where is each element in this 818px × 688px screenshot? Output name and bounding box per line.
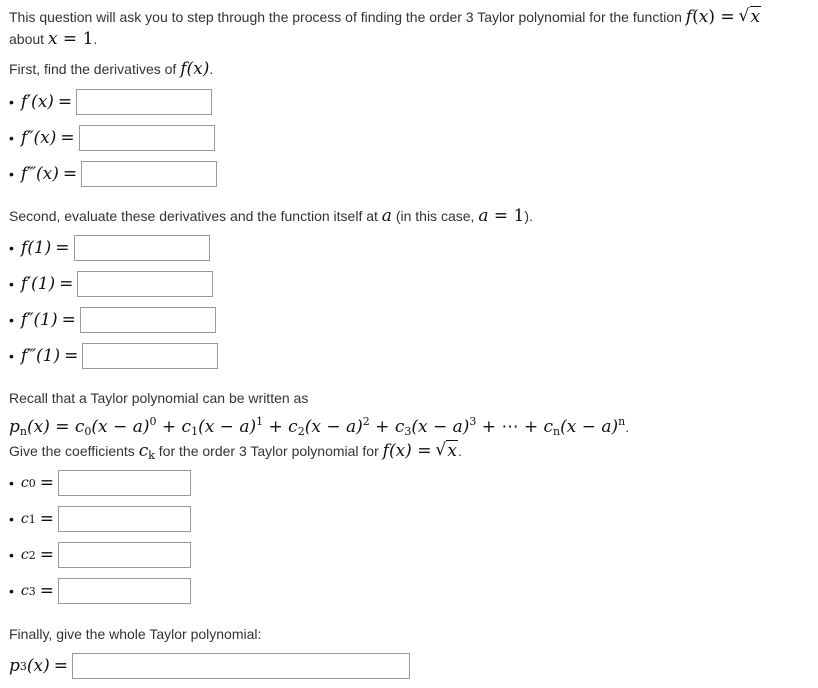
intro-line-2: about x = 1. <box>9 29 98 49</box>
c0-input[interactable] <box>58 470 191 496</box>
evaluation-label: f″(1) <box>20 310 58 330</box>
coefficient-item: • c 2 = <box>9 541 191 569</box>
bullet: • <box>9 240 14 256</box>
coefficient-item: • c 0 = <box>9 469 191 497</box>
sqrt-x: √ x <box>738 6 761 27</box>
evaluation-label: f‴(1) <box>20 346 61 366</box>
recall-text: Recall that a Taylor polynomial can be written as <box>9 390 309 406</box>
f-at-1-input[interactable] <box>74 235 210 261</box>
c1-input[interactable] <box>58 506 191 532</box>
third-derivative-at-1-input[interactable] <box>82 343 218 369</box>
second-derivative-at-1-input[interactable] <box>80 307 216 333</box>
step2-instruction: Second, evaluate these derivatives and the function itself at a (in this case, a = 1). <box>9 206 533 226</box>
bullet: • <box>9 583 14 599</box>
sqrt-x: √ x <box>435 440 457 461</box>
evaluation-label: f′(1) <box>20 274 56 294</box>
coefficient-item: • c 3 = <box>9 577 191 605</box>
c2-input[interactable] <box>58 542 191 568</box>
intro-func-f: f <box>685 7 693 27</box>
evaluation-label: f(1) <box>20 238 52 258</box>
bullet: • <box>9 166 14 182</box>
bullet: • <box>9 547 14 563</box>
derivative-item: • f″(x) = <box>9 124 215 152</box>
derivative-item: • f‴(x) = <box>9 160 217 188</box>
bullet: • <box>9 511 14 527</box>
bullet: • <box>9 475 14 491</box>
derivative-label: f′(x) <box>20 92 54 112</box>
second-derivative-input[interactable] <box>79 125 215 151</box>
taylor-polynomial-input[interactable] <box>72 653 410 679</box>
first-derivative-at-1-input[interactable] <box>77 271 213 297</box>
final-instruction: Finally, give the whole Taylor polynomial: <box>9 626 262 642</box>
evaluation-item: • f(1) = <box>9 234 210 262</box>
derivative-item: • f′(x) = <box>9 88 212 116</box>
taylor-formula: $p_n(x) = c_0(x - a)^0 + c_1(x - a)^1 + c_2(x - a)^2 + c_3(x - a)^3$ + ⋯ + $c_n(x - a)^n$. <box>9 415 630 438</box>
coefficient-item: • c 1 = <box>9 505 191 533</box>
intro-line-1: This question will ask you to step through the process of finding the order 3 Taylor polynomial for the function f(x) = √ x <box>9 6 761 27</box>
bullet: • <box>9 94 14 110</box>
third-derivative-input[interactable] <box>81 161 217 187</box>
intro-text: This question will ask you to step through the process of finding the order 3 Taylor polynomial for the function <box>9 9 686 25</box>
final-polynomial-row: p 3 (x) = <box>9 652 410 680</box>
step3-instruction: Give the coefficients $c_k$ for the order 3 Taylor polynomial for f(x) = √ x. <box>9 440 462 462</box>
bullet: • <box>9 348 14 364</box>
derivative-label: f″(x) <box>20 128 57 148</box>
derivative-label: f‴(x) <box>20 164 59 184</box>
evaluation-item: • f‴(1) = <box>9 342 218 370</box>
bullet: • <box>9 130 14 146</box>
c3-input[interactable] <box>58 578 191 604</box>
bullet: • <box>9 276 14 292</box>
bullet: • <box>9 312 14 328</box>
evaluation-item: • f′(1) = <box>9 270 213 298</box>
evaluation-item: • f″(1) = <box>9 306 216 334</box>
step1-instruction: First, find the derivatives of f(x). <box>9 59 214 79</box>
first-derivative-input[interactable] <box>76 89 212 115</box>
